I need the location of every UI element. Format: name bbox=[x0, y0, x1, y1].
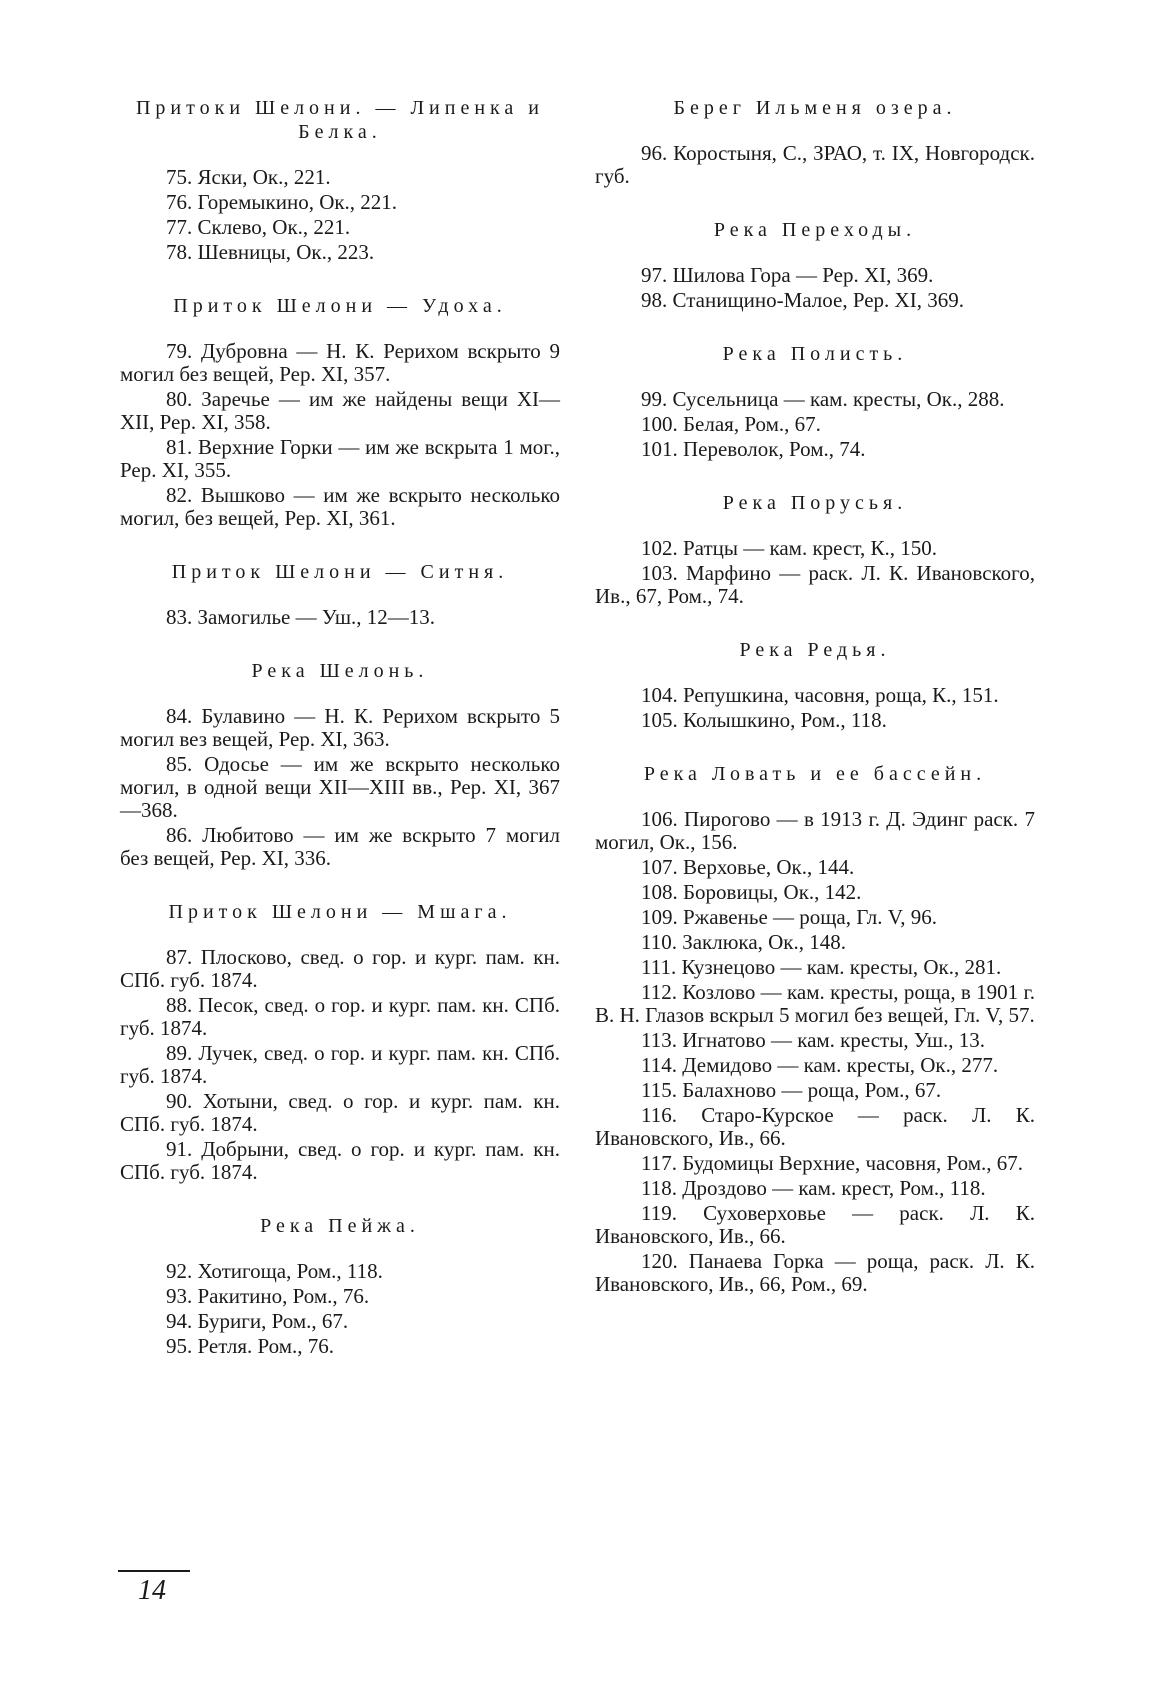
site-entry: 101. Переволок, Ром., 74. bbox=[641, 437, 866, 461]
site-entry: 90. Хотыни, свед. о гор. и кург. пам. кн. СПб. губ. 1874. bbox=[120, 1089, 560, 1136]
section-heading: Река Полисть. bbox=[722, 343, 908, 365]
site-entry: 94. Буриги, Ром., 67. bbox=[166, 1309, 349, 1333]
site-entry: 95. Ретля. Ром., 76. bbox=[166, 1334, 335, 1358]
site-entry: 116. Старо-Курское — раск. Л. К. Ивановского, Ив., 66. bbox=[595, 1103, 1035, 1150]
site-entry: 108. Боровицы, Ок., 142. bbox=[641, 880, 862, 904]
site-entry: 79. Дубровна — Н. К. Рерихом вскрыто 9 могил без вещей, Рер. XI, 357. bbox=[120, 339, 560, 386]
site-entry: 118. Дроздово — кам. крест, Ром., 118. bbox=[641, 1176, 986, 1200]
site-entry: 107. Верховье, Ок., 144. bbox=[641, 855, 855, 879]
site-entry: 106. Пирогово — в 1913 г. Д. Эдинг раск. 7 могил, Ок., 156. bbox=[595, 807, 1035, 854]
site-entry: 78. Шевницы, Ок., 223. bbox=[166, 240, 375, 264]
site-entry: 85. Одосье — им же вскрыто несколько могил, в одной вещи XII—XIII вв., Рер. XI, 367—368. bbox=[120, 752, 560, 822]
site-entry: 97. Шилова Гора — Рер. XI, 369. bbox=[641, 263, 934, 287]
site-entry: 93. Ракитино, Ром., 76. bbox=[166, 1284, 370, 1308]
site-entry: 80. Заречье — им же найдены вещи XI—XII, Рер. XI, 358. bbox=[120, 387, 560, 434]
site-entry: 87. Плосково, свед. о гор. и кург. пам. кн. СПб. губ. 1874. bbox=[120, 945, 560, 992]
site-entry: 83. Замогилье — Уш., 12—13. bbox=[166, 605, 436, 629]
site-entry: 98. Станищино-Малое, Рер. XI, 369. bbox=[641, 288, 964, 312]
site-entry: 75. Яски, Ок., 221. bbox=[166, 165, 331, 189]
site-entry: 110. Заклюка, Ок., 148. bbox=[641, 930, 847, 954]
site-entry: 119. Суховерховье — раск. Л. К. Ивановского, Ив., 66. bbox=[595, 1201, 1035, 1248]
site-entry: 104. Репушкина, часовня, роща, К., 151. bbox=[641, 683, 999, 707]
section-heading: Река Редья. bbox=[739, 639, 891, 661]
right-column bbox=[595, 96, 1035, 1298]
site-entry: 103. Марфино — раск. Л. К. Ивановского, Ив., 67, Ром., 74. bbox=[595, 561, 1035, 608]
site-entry: 113. Игнатово — кам. кресты, Уш., 13. bbox=[641, 1028, 986, 1052]
section-heading: Река Порусья. bbox=[722, 492, 908, 514]
site-entry: 120. Панаева Горка — роща, раск. Л. К. Ивановского, Ив., 66, Ром., 69. bbox=[595, 1249, 1035, 1296]
section-heading: Приток Шелони — Мшага. bbox=[168, 901, 512, 923]
section-heading: Притоки Шелони. — Липенка и Белка. bbox=[135, 97, 545, 143]
site-entry: 100. Белая, Ром., 67. bbox=[641, 412, 821, 436]
site-entry: 105. Колышкино, Ром., 118. bbox=[641, 708, 887, 732]
section-heading: Приток Шелони — Удоха. bbox=[173, 295, 507, 317]
footer-rule bbox=[118, 1570, 190, 1572]
section-heading: Река Ловать и ее бассейн. bbox=[643, 763, 987, 785]
page-number: 14 bbox=[138, 1575, 166, 1606]
site-entry: 99. Сусельница — кам. кресты, Ок., 288. bbox=[641, 387, 1005, 411]
section-heading: Приток Шелони — Ситня. bbox=[171, 561, 509, 583]
site-entry: 81. Верхние Горки — им же вскрыта 1 мог., Рер. XI, 355. bbox=[120, 435, 560, 482]
left-column bbox=[120, 96, 560, 1360]
site-entry: 109. Ржавенье — роща, Гл. V, 96. bbox=[641, 905, 937, 929]
site-entry: 117. Будомицы Верхние, часовня, Ром., 67. bbox=[641, 1151, 1024, 1175]
site-entry: 96. Коростыня, С., ЗРАО, т. IX, Новгородск. губ. bbox=[595, 141, 1035, 188]
site-entry: 76. Горемыкино, Ок., 221. bbox=[166, 190, 398, 214]
site-entry: 86. Любитово — им же вскрыто 7 могил без вещей, Рер. XI, 336. bbox=[120, 823, 560, 870]
section-heading: Река Шелонь. bbox=[251, 660, 429, 682]
site-entry: 114. Демидово — кам. кресты, Ок., 277. bbox=[641, 1053, 999, 1077]
site-entry: 89. Лучек, свед. о гор. и кург. пам. кн. СПб. губ. 1874. bbox=[120, 1041, 560, 1088]
site-entry: 91. Добрыни, свед. о гор. и кург. пам. кн. СПб. губ. 1874. bbox=[120, 1137, 560, 1184]
site-entry: 84. Булавино — Н. К. Рерихом вскрыто 5 могил вез вещей, Рер. XI, 363. bbox=[120, 704, 560, 751]
site-entry: 112. Козлово — кам. кресты, роща, в 1901 г. В. Н. Глазов вскрыл 5 могил без вещей, Гл. V, 57. bbox=[595, 980, 1035, 1027]
site-entry: 115. Балахново — роща, Ром., 67. bbox=[641, 1078, 942, 1102]
site-entry: 102. Ратцы — кам. крест, К., 150. bbox=[641, 536, 937, 560]
site-entry: 92. Хотигоща, Ром., 118. bbox=[166, 1259, 383, 1283]
site-entry: 88. Песок, свед. о гор. и кург. пам. кн. СПб. губ. 1874. bbox=[120, 993, 560, 1040]
site-entry: 77. Склево, Ок., 221. bbox=[166, 215, 351, 239]
section-heading: Река Пейжа. bbox=[260, 1215, 420, 1237]
site-entry: 82. Вышково — им же вскрыто несколько могил, без вещей, Рер. XI, 361. bbox=[120, 483, 560, 530]
section-heading: Берег Ильменя озера. bbox=[673, 97, 957, 119]
section-heading: Река Переходы. bbox=[713, 219, 917, 241]
site-entry: 111. Кузнецово — кам. кресты, Ок., 281. bbox=[641, 955, 1002, 979]
